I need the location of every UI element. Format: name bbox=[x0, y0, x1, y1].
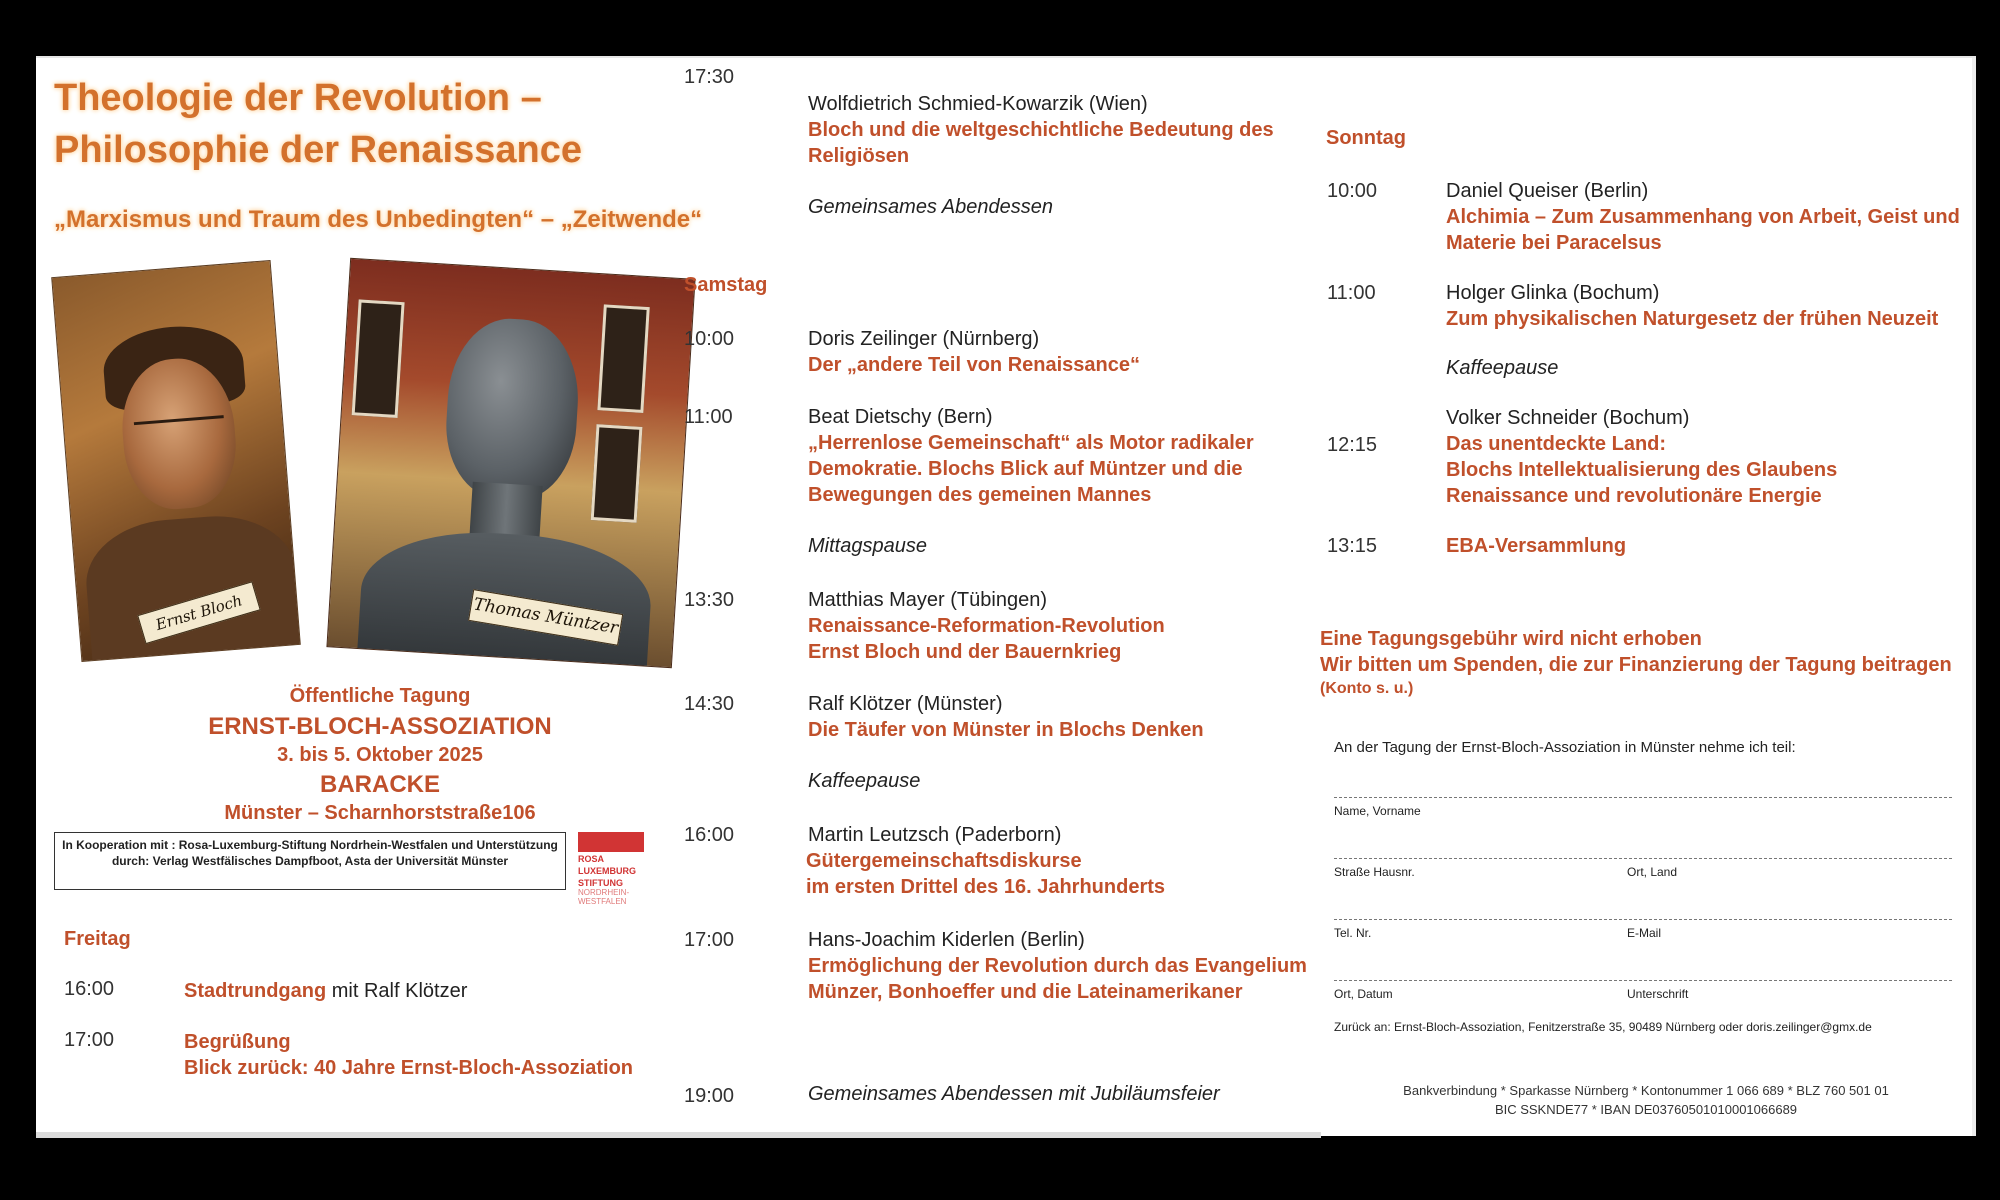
talk-title: Gütergemeinschaftsdiskurse bbox=[806, 850, 1082, 872]
rosa-luxemburg-logo bbox=[578, 832, 648, 906]
talk-title: Begrüßung bbox=[184, 1031, 291, 1053]
form-line bbox=[1334, 919, 1952, 920]
logo-text: STIFTUNG bbox=[578, 878, 623, 888]
portrait-label-bloch: Ernst Bloch bbox=[137, 581, 261, 644]
sheet-edge bbox=[1972, 58, 1976, 1136]
time-slot: 13:30 bbox=[684, 589, 735, 611]
talk-title: Blochs Intellektualisierung des Glaubens bbox=[1446, 459, 1838, 481]
time-slot: 11:00 bbox=[684, 406, 733, 428]
day-heading-saturday: Samstag bbox=[684, 274, 768, 296]
talk-title: Ernst Bloch und der Bauernkrieg bbox=[808, 641, 1122, 663]
fee-note: Wir bitten um Spenden, die zur Finanzierung der Tagung beitragen bbox=[1320, 654, 1952, 676]
logo-text: ROSA bbox=[578, 854, 605, 864]
building-window bbox=[597, 304, 649, 413]
thomas-muentzer-photo bbox=[326, 258, 695, 668]
talk-title: Bewegungen des gemeinen Mannes bbox=[808, 484, 1152, 506]
pause-note: Mittagspause bbox=[808, 535, 927, 557]
form-line bbox=[1334, 797, 1952, 798]
talk-title: Ermöglichung der Revolution durch das Evangelium bbox=[808, 955, 1307, 977]
day-heading-friday: Freitag bbox=[64, 928, 131, 950]
logo-red-block bbox=[578, 832, 644, 852]
speaker: Doris Zeilinger (Nürnberg) bbox=[808, 328, 1040, 350]
talk-title: „Herrenlose Gemeinschaft“ als Motor radikaler bbox=[808, 432, 1254, 454]
speaker: Beat Dietschy (Bern) bbox=[808, 406, 993, 428]
building-window bbox=[591, 424, 643, 523]
time-slot: 16:00 bbox=[64, 978, 115, 1000]
talk-title: Renaissance und revolutionäre Energie bbox=[1446, 485, 1822, 507]
building-window bbox=[352, 299, 405, 418]
speaker: Wolfdietrich Schmied-Kowarzik (Wien) bbox=[808, 93, 1148, 115]
field-label-name: Name, Vorname bbox=[1334, 804, 1421, 818]
speaker: Martin Leutzsch (Paderborn) bbox=[808, 824, 1062, 846]
logo-text: NORDRHEIN- bbox=[578, 888, 630, 897]
event-address: Münster – Scharnhorststraße106 bbox=[224, 802, 536, 824]
talk-title: Die Täufer von Münster in Blochs Denken bbox=[808, 719, 1204, 741]
logo-text: LUXEMBURG bbox=[578, 866, 636, 876]
talk-title: Alchimia – Zum Zusammenhang von Arbeit, Geist und bbox=[1446, 206, 1960, 228]
logo-text: WESTFALEN bbox=[578, 897, 627, 906]
ernst-bloch-portrait bbox=[51, 260, 301, 662]
talk-title: Der „andere Teil von Renaissance“ bbox=[808, 354, 1140, 376]
time-slot: 12:15 bbox=[1327, 434, 1378, 456]
entry-suffix: mit Ralf Klötzer bbox=[326, 980, 468, 1002]
title-line-2: Philosophie der Renaissance bbox=[54, 129, 582, 171]
time-slot: 17:00 bbox=[684, 929, 735, 951]
pause-note: Gemeinsames Abendessen mit Jubiläumsfeier bbox=[808, 1083, 1220, 1105]
cooperation-text: In Kooperation mit : Rosa-Luxemburg-Stiftung Nordrhein-Westfalen und Unterstützung durch: Verlag Westfälisches Dampfboot, Asta der Universität Münster bbox=[62, 838, 558, 868]
program-entry bbox=[184, 978, 467, 1004]
bank-details: BIC SSKNDE77 * IBAN DE03760501010001066689 bbox=[1494, 1102, 1798, 1117]
talk-title: Demokratie. Blochs Blick auf Müntzer und die bbox=[808, 458, 1243, 480]
field-label-city: Ort, Land bbox=[1627, 865, 1678, 879]
talk-title: Renaissance-Reformation-Revolution bbox=[808, 615, 1165, 637]
time-slot: 17:00 bbox=[64, 1029, 115, 1051]
return-address: Zurück an: Ernst-Bloch-Assoziation, Fenitzerstraße 35, 90489 Nürnberg oder doris.zeilinger@gmx.de bbox=[1334, 1020, 1872, 1034]
form-line bbox=[1334, 858, 1952, 859]
pause-note: Gemeinsames Abendessen bbox=[808, 196, 1053, 218]
field-label-signature: Unterschrift bbox=[1627, 987, 1689, 1001]
time-slot: 16:00 bbox=[684, 824, 735, 846]
pause-note: Kaffeepause bbox=[1446, 357, 1559, 379]
title-line-1: Theologie der Revolution – bbox=[54, 77, 542, 119]
talk-title: Das unentdeckte Land: bbox=[1446, 433, 1667, 455]
speaker: Matthias Mayer (Tübingen) bbox=[808, 589, 1047, 611]
time-slot: 11:00 bbox=[1327, 282, 1376, 304]
speaker: Daniel Queiser (Berlin) bbox=[1446, 180, 1649, 202]
time-slot: 19:00 bbox=[684, 1085, 735, 1107]
talk-title: EBA-Versammlung bbox=[1446, 535, 1627, 557]
talk-title: Zum physikalischen Naturgesetz der frühen Neuzeit bbox=[1446, 308, 1939, 330]
portrait-label-muentzer: Thomas Müntzer bbox=[468, 589, 623, 646]
bust-head bbox=[442, 315, 583, 503]
time-slot: 13:15 bbox=[1327, 535, 1378, 557]
time-slot: 17:30 bbox=[684, 66, 735, 88]
event-venue: BARACKE bbox=[320, 771, 440, 798]
registration-intro: An der Tagung der Ernst-Bloch-Assoziation in Münster nehme ich teil: bbox=[1334, 739, 1796, 756]
time-slot: 10:00 bbox=[1327, 180, 1378, 202]
event-dates: 3. bis 5. Oktober 2025 bbox=[277, 744, 483, 766]
talk-title: Religiösen bbox=[808, 145, 910, 167]
field-label-phone: Tel. Nr. bbox=[1334, 926, 1372, 940]
talk-title: Bloch und die weltgeschichtliche Bedeutung des bbox=[808, 119, 1274, 141]
cooperation-box bbox=[54, 832, 566, 890]
bank-details: Bankverbindung * Sparkasse Nürnberg * Kontonummer 1 066 689 * BLZ 760 501 01 bbox=[1403, 1083, 1889, 1098]
speaker: Holger Glinka (Bochum) bbox=[1446, 282, 1660, 304]
time-slot: 10:00 bbox=[684, 328, 735, 350]
field-label-email: E-Mail bbox=[1627, 926, 1662, 940]
event-type: Öffentliche Tagung bbox=[289, 685, 471, 707]
portrait-body bbox=[82, 510, 301, 662]
event-organizer: ERNST-BLOCH-ASSOZIATION bbox=[208, 713, 552, 740]
field-label-street: Straße Hausnr. bbox=[1334, 865, 1415, 879]
talk-title: im ersten Drittel des 16. Jahrhunderts bbox=[806, 876, 1166, 898]
talk-title: Stadtrundgang bbox=[184, 980, 327, 1002]
speaker: Hans-Joachim Kiderlen (Berlin) bbox=[808, 929, 1085, 951]
talk-title: Münzer, Bonhoeffer und die Lateinamerikaner bbox=[808, 981, 1243, 1003]
pause-note: Kaffeepause bbox=[808, 770, 921, 792]
fee-note: (Konto s. u.) bbox=[1320, 680, 1414, 697]
talk-title: Materie bei Paracelsus bbox=[1446, 232, 1662, 254]
speaker: Volker Schneider (Bochum) bbox=[1446, 407, 1690, 429]
talk-title: Blick zurück: 40 Jahre Ernst-Bloch-Assoziation bbox=[184, 1057, 634, 1079]
form-line bbox=[1334, 980, 1952, 981]
sheet-edge bbox=[36, 1132, 1321, 1138]
time-slot: 14:30 bbox=[684, 693, 735, 715]
subtitle: „Marxismus und Traum des Unbedingten“ – „Zeitwende“ bbox=[54, 206, 703, 233]
day-heading-sunday: Sonntag bbox=[1326, 127, 1406, 149]
speaker: Ralf Klötzer (Münster) bbox=[808, 693, 1003, 715]
field-label-place-date: Ort, Datum bbox=[1334, 987, 1393, 1001]
fee-note: Eine Tagungsgebühr wird nicht erhoben bbox=[1320, 628, 1702, 650]
